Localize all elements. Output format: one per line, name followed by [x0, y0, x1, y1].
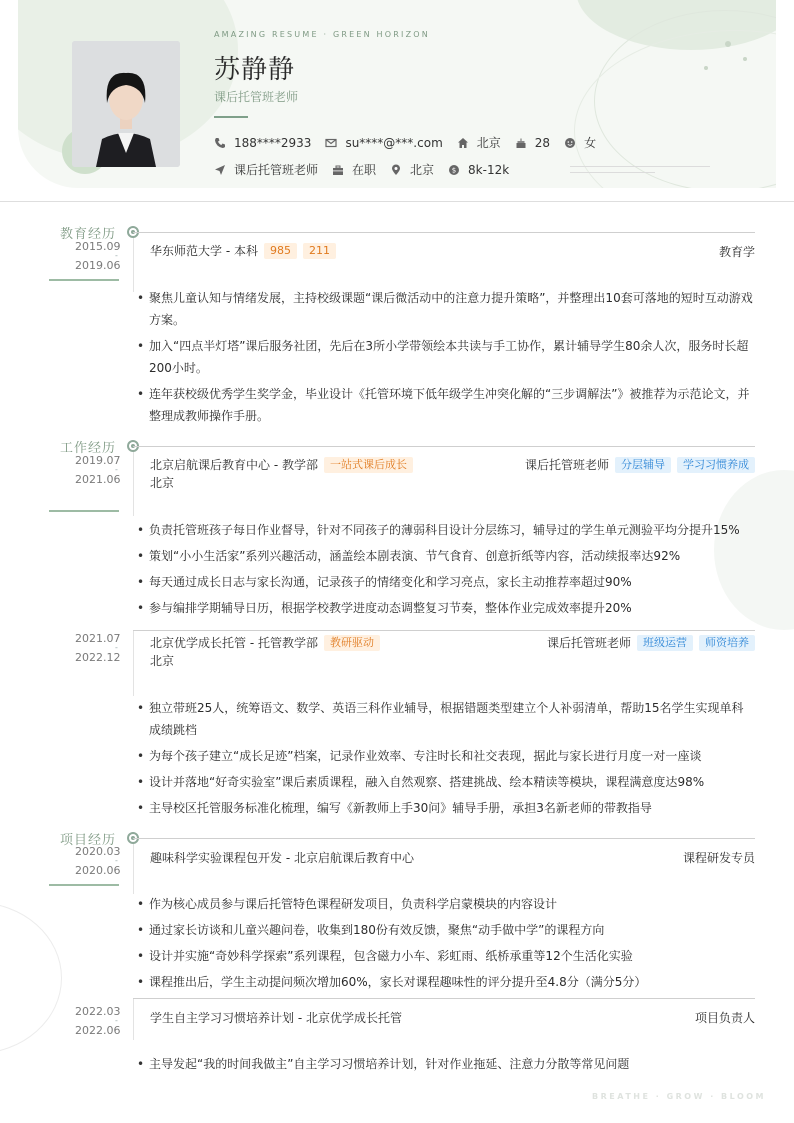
phone-icon [214, 137, 226, 149]
candidate-name: 苏静静 [214, 55, 296, 85]
cake-icon [515, 137, 527, 149]
intent-city-text: 北京 [410, 163, 435, 177]
timeline-line [133, 838, 134, 894]
skill-tag: 师资培养 [699, 635, 755, 651]
decorative-dot [704, 66, 708, 70]
list-item: • 作为核心成员参与课后托管特色课程研发项目，负责科学启蒙模块的内容设计 [137, 893, 755, 915]
role-text: 课后托管班老师 [546, 636, 631, 650]
date-end: 2022.06 [75, 1024, 121, 1037]
list-item: • 连年获校级优秀学生奖学金，毕业设计《托管环境下低年级学生冲突化解的“三步调解法”》被推荐为示范论文，并整理成教师操作手册。 [137, 383, 755, 427]
gender-text: 女 [584, 136, 597, 150]
list-item: • 设计并实施“奇妙科学探索”系列课程，包含磁力小车、彩虹雨、纸桥承重等12个生活化实验 [137, 945, 755, 967]
project-title: 趣味科学实验课程包开发 - 北京启航课后教育中心 [150, 851, 414, 865]
date-start: 2020.03 [75, 845, 121, 858]
date-start: 2015.09 [75, 240, 121, 253]
list-item: • 参与编排学期辅导日历，根据学校教学进度动态调整复习节奏，整体作业完成效率提升20% [137, 597, 755, 619]
skill-tag: 学习习惯养成 [677, 457, 755, 473]
date-end: 2021.06 [75, 473, 121, 486]
section-title-projects: 项目经历 [60, 833, 117, 848]
date-separator: - [115, 465, 118, 474]
bullet-list [137, 519, 755, 623]
tag-badge: 一站式课后成长 [324, 457, 413, 473]
decorative-arc [0, 902, 62, 1054]
intent-salary-text: 8k-12k [468, 162, 510, 177]
svg-text:$: $ [451, 166, 457, 175]
list-item: • 每天通过成长日志与家长沟通，记录孩子的情绪变化和学习亮点，家长主动推荐率超过90% [137, 571, 755, 593]
date-end: 2019.06 [75, 259, 121, 272]
company-name: 北京启航课后教育中心 - 教学部 [150, 458, 318, 472]
project-role: 课程研发专员 [682, 851, 755, 865]
skill-tag: 班级运营 [637, 635, 693, 651]
list-item: • 加入“四点半灯塔”课后服务社团，先后在3所小学带领绘本共读与手工协作，累计辅导学生80余人次，服务时长超200小时。 [137, 335, 755, 379]
decorative-arc [574, 30, 776, 188]
list-item: • 课程推出后，学生主动提问频次增加60%，家长对课程趣味性的评分提升至4.8分（满分5分） [137, 971, 755, 993]
contact-row [214, 134, 610, 151]
city-text: 北京 [476, 136, 501, 150]
list-item: • 主导发起“我的时间我做主”自主学习习惯培养计划，针对作业拖延、注意力分散等常见问题 [137, 1053, 755, 1075]
school-name: 华东师范大学 - 本科 [150, 244, 258, 258]
intent-position-text: 课后托管班老师 [234, 163, 319, 177]
header-divider [0, 201, 794, 202]
work-title [150, 456, 413, 473]
role-text: 课后托管班老师 [524, 458, 609, 472]
intent-status-text: 在职 [352, 163, 377, 177]
date-end: 2020.06 [75, 864, 121, 877]
list-item: • 独立带班25人，统筹语文、数学、英语三科作业辅导，根据错题类型建立个人补弱清单，帮助15名学生实现单科成绩跳档 [137, 697, 755, 741]
intent-position-item [214, 161, 318, 178]
date-separator: - [115, 643, 118, 652]
work-city: 北京 [150, 654, 175, 668]
bullet-list [137, 697, 755, 823]
entry-rule [133, 232, 755, 233]
project-role: 项目负责人 [694, 1011, 755, 1025]
skill-tag: 分层辅导 [615, 457, 671, 473]
timeline-line [133, 630, 134, 696]
list-item: • 负责托管班孩子每日作业督导，针对不同孩子的薄弱科目设计分层练习，辅导过的学生单元测验平均分提升15% [137, 519, 755, 541]
date-separator: - [115, 856, 118, 865]
bullet-list [137, 893, 755, 997]
city-item [457, 134, 501, 151]
entry-date [75, 1006, 121, 1036]
decorative-line [570, 166, 710, 167]
timeline-line [133, 446, 134, 516]
section-title-education: 教育经历 [60, 227, 117, 242]
tag-badge: 211 [303, 243, 336, 259]
entry-rule [133, 998, 755, 999]
email-text: su****@***.com [345, 135, 443, 150]
age-item [515, 136, 550, 150]
profile-photo [72, 41, 180, 167]
decorative-dot [743, 57, 747, 61]
date-end: 2022.12 [75, 651, 121, 664]
accent-line [214, 116, 248, 118]
footer-tagline: BREATHE · GROW · BLOOM [592, 1092, 766, 1101]
mail-icon [325, 137, 337, 149]
work-city: 北京 [150, 476, 175, 490]
date-start: 2022.03 [75, 1005, 121, 1018]
intent-status-item [332, 161, 376, 178]
location-icon [390, 164, 402, 176]
date-start: 2019.07 [75, 454, 121, 467]
date-separator: - [115, 251, 118, 260]
smile-icon [564, 137, 576, 149]
date-separator: - [115, 1016, 118, 1025]
list-item: • 策划“小小生活家”系列兴趣活动，涵盖绘本剧表演、节气食育、创意折纸等内容，活动续报率达92% [137, 545, 755, 567]
entry-date [75, 633, 121, 663]
company-name: 北京优学成长托管 - 托管教学部 [150, 636, 318, 650]
email-item[interactable] [325, 136, 442, 150]
decorative-line [570, 172, 655, 173]
briefcase-icon [332, 164, 344, 176]
entry-date [75, 455, 121, 485]
home-icon [457, 137, 469, 149]
section-underline [49, 279, 119, 281]
work-title [150, 634, 380, 651]
send-icon [214, 164, 226, 176]
tag-badge: 985 [264, 243, 297, 259]
intent-salary-item [448, 163, 509, 177]
phone-text: 188****2933 [234, 135, 312, 150]
age-text: 28 [534, 135, 551, 150]
resume-tagline: AMAZING RESUME · GREEN HORIZON [214, 30, 430, 39]
list-item: • 聚焦儿童认知与情绪发展，主持校级课题“课后微活动中的注意力提升策略”，并整理出10套可落地的短时互动游戏方案。 [137, 287, 755, 331]
bullet-list [137, 1053, 755, 1079]
tag-badge: 教研驱动 [324, 635, 380, 651]
gender-item [564, 134, 596, 151]
entry-rule [133, 630, 755, 631]
work-role [547, 634, 755, 651]
project-title: 学生自主学习习惯培养计划 - 北京优学成长托管 [150, 1011, 402, 1025]
intent-city-item [390, 161, 434, 178]
timeline-line [133, 998, 134, 1040]
list-item: • 为每个孩子建立“成长足迹”档案，记录作业效率、专注时长和社交表现，据此与家长进行月度一对一座谈 [137, 745, 755, 767]
entry-date [75, 846, 121, 876]
work-role [525, 456, 755, 473]
candidate-title: 课后托管班老师 [214, 90, 299, 104]
bullet-list [137, 287, 755, 431]
decorative-dot [725, 41, 731, 47]
date-start: 2021.07 [75, 632, 121, 645]
intent-row [214, 161, 523, 178]
education-title [150, 242, 336, 259]
list-item: • 主导校区托管服务标准化梳理，编写《新教师上手30问》辅导手册，承担3名新老师的带教指导 [137, 797, 755, 819]
section-underline [49, 884, 119, 886]
entry-date [75, 241, 121, 271]
entry-rule [133, 838, 755, 839]
section-title-work: 工作经历 [60, 441, 117, 456]
money-icon [448, 164, 460, 176]
section-underline [49, 510, 119, 512]
list-item: • 设计并落地“好奇实验室”课后素质课程，融入自然观察、搭建挑战、绘本精读等模块，课程满意度达98% [137, 771, 755, 793]
education-major: 教育学 [718, 245, 755, 259]
list-item: • 通过家长访谈和儿童兴趣问卷，收集到180份有效反馈，聚焦“动手做中学”的课程方向 [137, 919, 755, 941]
timeline-line [133, 232, 134, 292]
phone-item[interactable] [214, 136, 311, 150]
entry-rule [133, 446, 755, 447]
